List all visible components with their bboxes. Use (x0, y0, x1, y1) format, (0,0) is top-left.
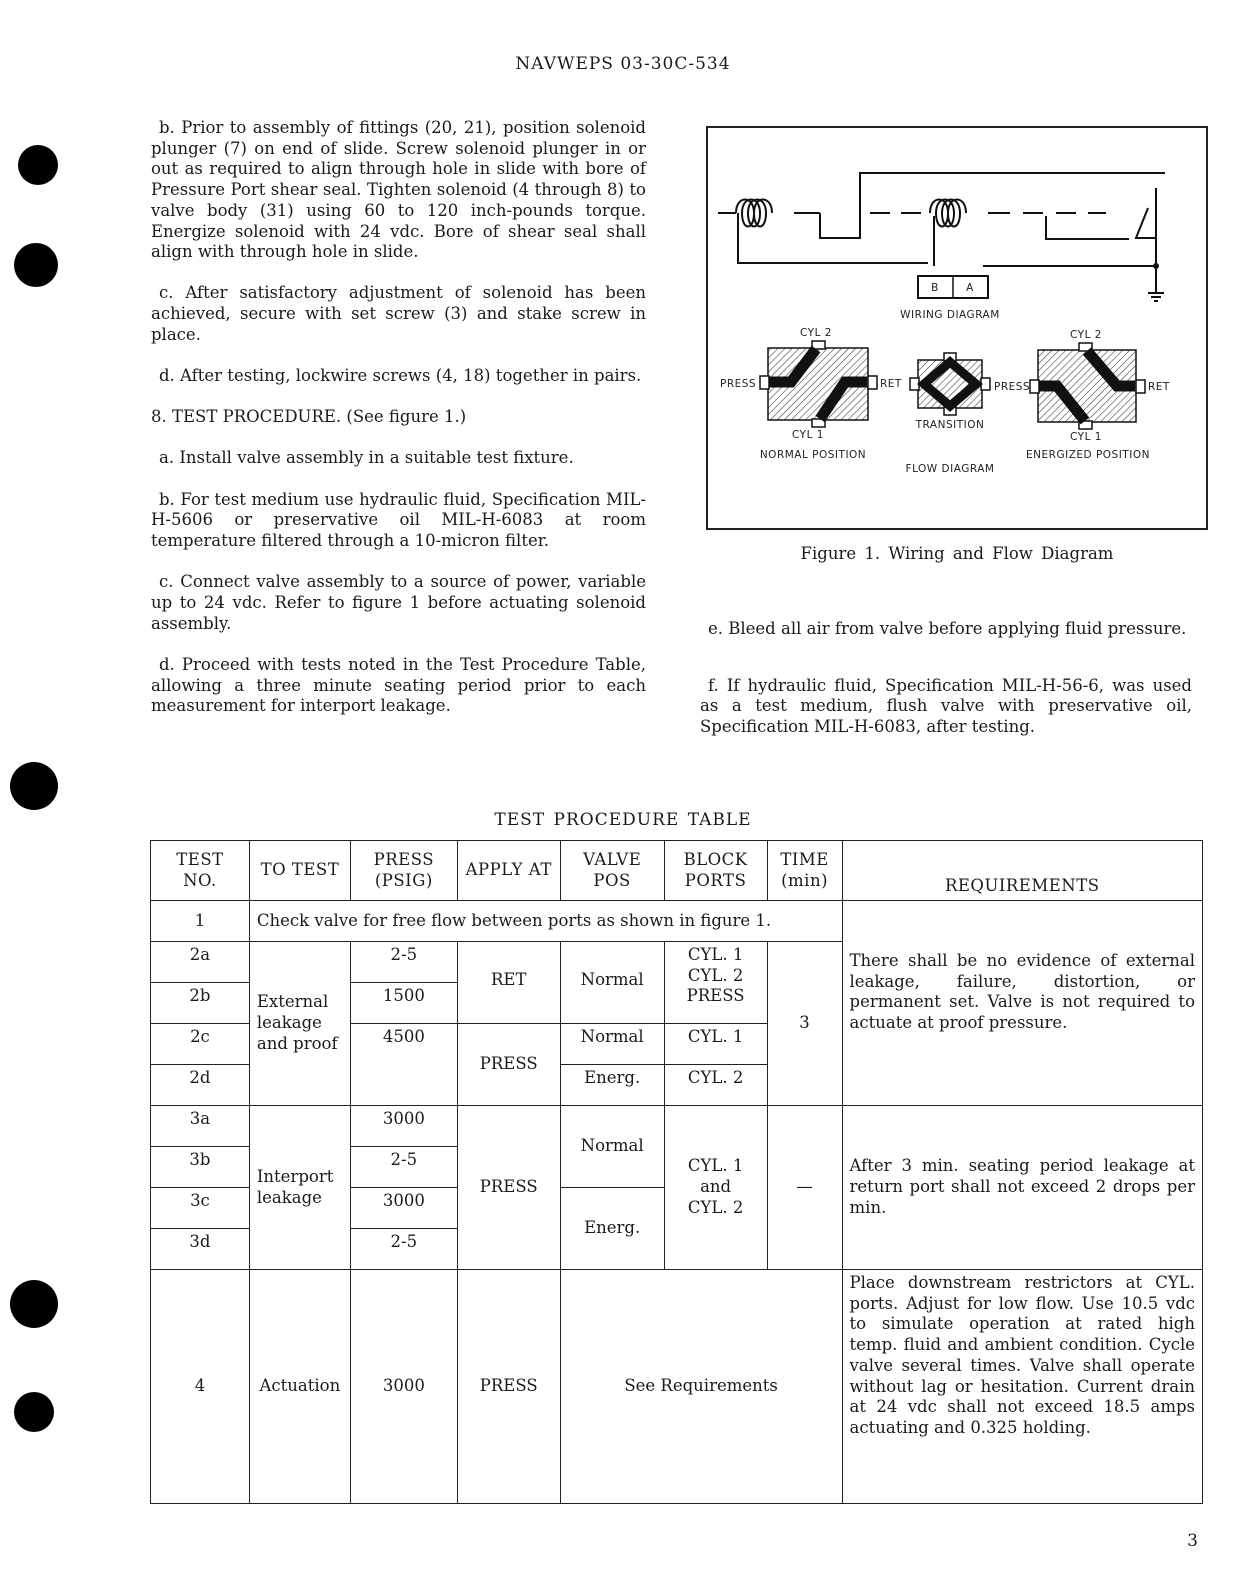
requirements-text: There shall be no evidence of external leakage, failure, distortion, or permanent set. Valve is not required to actuate at proof pressure. (849, 951, 1195, 1033)
block-ports-cell: CYL. 1 (664, 1024, 767, 1065)
interport-requirements-cell: After 3 min. seating period leakage at return port shall not exceed 2 drops per min. (842, 1106, 1202, 1270)
header-press: PRESS (PSIG) (350, 841, 457, 901)
wiring-diagram-label: WIRING DIAGRAM (900, 309, 1000, 321)
paragraph: c. Connect valve assembly to a source of power, variable up to 24 vdc. Refer to figure 1 before actuating solenoid assembly. (151, 572, 646, 633)
table-header-row (151, 841, 1203, 901)
valve-pos-cell: Normal (560, 942, 664, 1024)
energized-position-diagram (1030, 343, 1145, 429)
valve-pos-cell: Normal (560, 1024, 664, 1065)
to-test-cell: Interport leakage (249, 1106, 350, 1270)
transition-diagram (910, 353, 990, 415)
free-flow-cell: Check valve for free flow between ports as shown in figure 1. (249, 901, 842, 942)
figure-diagram (708, 128, 1206, 528)
valve-pos-cell: Energ. (560, 1188, 664, 1270)
page-number: 3 (1187, 1531, 1198, 1551)
paragraph: b. For test medium use hydraulic fluid, Specification MIL-H-5606 or preservative oil MIL-H-6083 at room temperature filtered through a 10-micron filter. (151, 489, 646, 551)
to-test-cell: Actuation (249, 1270, 350, 1504)
test-no-cell: 3d (151, 1229, 250, 1270)
paragraph: e. Bleed all air from valve before applying fluid pressure. (708, 619, 1187, 638)
apply-at-cell: PRESS (457, 1024, 560, 1106)
paragraph: d. After testing, lockwire screws (4, 18) together in pairs. (159, 366, 642, 386)
right-column (700, 619, 1192, 758)
test-no-cell: 2c (151, 1024, 250, 1065)
cyl2-label-energized: CYL 2 (1070, 329, 1102, 341)
binder-hole (10, 762, 58, 810)
test-procedure-table (150, 840, 1203, 1504)
ret-label-normal: RET (880, 378, 902, 390)
paragraph: f. If hydraulic fluid, Specification MIL-H-56-6, was used as a test medium, flush valve with preservative oil, Specification MIL-H-6083, after testing. (700, 675, 1192, 737)
valve-pos-cell: Energ. (560, 1065, 664, 1106)
time-cell: — (767, 1106, 842, 1270)
test-no-cell: 2a (151, 942, 250, 983)
header-to-test: TO TEST (249, 841, 350, 901)
document-header: NAVWEPS 03-30C-534 (515, 54, 731, 74)
header-apply-at: APPLY AT (457, 841, 560, 901)
press-cell: 3000 (350, 1270, 457, 1504)
test-no-cell: 3b (151, 1147, 250, 1188)
press-cell: 2-5 (350, 1147, 457, 1188)
ret-label-energized: RET (1148, 381, 1170, 393)
binder-hole (18, 145, 58, 185)
table-row (151, 1106, 1203, 1147)
test-no-cell: 4 (151, 1270, 250, 1504)
press-label-normal: PRESS (720, 378, 757, 390)
to-test-cell: External leakage and proof (249, 942, 350, 1106)
flow-diagram-label: FLOW DIAGRAM (905, 463, 995, 475)
press-cell: 3000 (350, 1188, 457, 1229)
press-cell: 1500 (350, 983, 457, 1024)
header-block-ports: BLOCK PORTS (664, 841, 767, 901)
terminal-b-label: B (931, 282, 939, 294)
test-no-cell: 3a (151, 1106, 250, 1147)
test-no-cell: 1 (151, 901, 250, 942)
cyl1-label-energized: CYL 1 (1070, 431, 1102, 443)
press-label-energized: PRESS (994, 381, 1031, 393)
header-valve-pos: VALVE POS (560, 841, 664, 901)
figure-caption: Figure 1. Wiring and Flow Diagram (800, 544, 1114, 563)
table-title: TEST PROCEDURE TABLE (494, 810, 752, 830)
paragraph: d. Proceed with tests noted in the Test Procedure Table, allowing a three minute seating period prior to each measurement for interport leakage. (151, 654, 646, 716)
time-cell: 3 (767, 942, 842, 1106)
cyl1-label-normal: CYL 1 (792, 429, 824, 441)
press-cell: 2-5 (350, 1229, 457, 1270)
left-column (151, 118, 646, 737)
press-cell: 3000 (350, 1106, 457, 1147)
apply-at-cell: RET (457, 942, 560, 1024)
normal-position-diagram (760, 341, 877, 427)
section-heading: 8. TEST PROCEDURE. (See figure 1.) (151, 407, 467, 427)
actuation-requirements-cell: Place downstream restrictors at CYL. ports. Adjust for low flow. Use 10.5 vdc to simulate operation at rated high temp. fluid and ambient condition. Cycle valve several times. Valve shall operate without lag or hesitation. Current drain at 24 vdc shall not exceed 18.5 amps actuating and 0.325 holding. (842, 1270, 1202, 1504)
header-requirements: REQUIREMENTS (842, 841, 1202, 901)
test-no-cell: 3c (151, 1188, 250, 1229)
block-ports-cell: CYL. 1 CYL. 2 PRESS (664, 942, 767, 1024)
table-row (151, 1270, 1203, 1504)
binder-hole (14, 243, 58, 287)
test-no-cell: 2d (151, 1065, 250, 1106)
paragraph: b. Prior to assembly of fittings (20, 21), position solenoid plunger (7) on end of slide. Screw solenoid plunger in or out as required to align through hole in slide with bore of Pressure Port shear seal. Tighten solenoid (4 through 8) to valve body (31) using 60 to 120 inch-pounds torque. Energize solenoid with 24 vdc. Bore of shear seal shall align with through hole in slide. (151, 118, 646, 262)
header-time: TIME (min) (767, 841, 842, 901)
block-ports-cell: CYL. 2 (664, 1065, 767, 1106)
transition-label: TRANSITION (915, 419, 985, 431)
test-no-cell: 2b (151, 983, 250, 1024)
paragraph: c. After satisfactory adjustment of solenoid has been achieved, secure with set screw (3) and stake screw in place. (151, 283, 646, 344)
external-requirements-cell (842, 901, 1202, 1106)
binder-hole (14, 1392, 54, 1432)
normal-position-label: NORMAL POSITION (759, 449, 867, 461)
apply-at-cell: PRESS (457, 1106, 560, 1270)
wiring-flow-figure (706, 126, 1208, 530)
press-cell: 2-5 (350, 942, 457, 983)
terminal-a-label: A (966, 282, 974, 294)
apply-at-cell: PRESS (457, 1270, 560, 1504)
header-test-no: TEST NO. (151, 841, 250, 901)
energized-position-label: ENERGIZED POSITION (1026, 449, 1150, 461)
block-ports-cell: CYL. 1 and CYL. 2 (664, 1106, 767, 1270)
binder-hole (10, 1280, 58, 1328)
paragraph: a. Install valve assembly in a suitable test fixture. (159, 448, 574, 468)
table-row (151, 901, 1203, 942)
see-requirements-cell: See Requirements (560, 1270, 842, 1504)
press-cell: 4500 (350, 1024, 457, 1106)
cyl2-label-normal: CYL 2 (800, 327, 832, 339)
valve-pos-cell: Normal (560, 1106, 664, 1188)
